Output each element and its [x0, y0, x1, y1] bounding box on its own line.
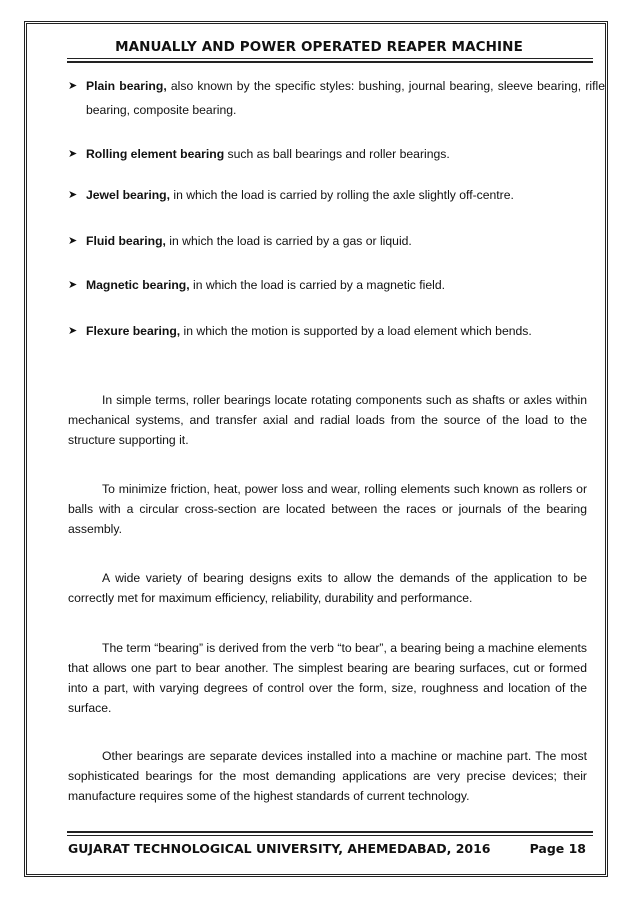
arrow-bullet-icon: ➤	[68, 189, 78, 201]
bullet-term: Jewel bearing,	[86, 188, 170, 202]
arrow-bullet-icon: ➤	[68, 235, 78, 247]
bullet-text: also known by the specific styles: bushing, journal bearing, sleeve bearing, rifle bearing, composite bearing.	[86, 79, 605, 117]
bullet-item-flexure-bearing	[68, 319, 605, 343]
bullet-text: in which the load is carried by a magnetic field.	[189, 278, 446, 292]
bullet-text: in which the motion is supported by a load element which bends.	[180, 324, 532, 338]
bullet-item-plain-bearing	[68, 74, 605, 122]
bullet-text: in which the load is carried by a gas or liquid.	[165, 234, 412, 248]
bullet-term: Flexure bearing,	[86, 324, 181, 338]
bullet-item-magnetic-bearing	[68, 273, 605, 297]
header-divider	[67, 58, 593, 63]
bullet-term: Plain bearing,	[86, 79, 167, 93]
bullet-text: in which the load is carried by rolling the axle slightly off-centre.	[170, 188, 514, 202]
paragraph-term-origin: The term “bearing” is derived from the verb “to bear”, a bearing being a machine elements that allows one part to bear another. The simplest bearing are bearing surfaces, cut or formed into a part, with varying degrees of control over the form, size, roughness and location of the surface.	[68, 641, 587, 716]
bullet-item-jewel-bearing	[68, 183, 605, 207]
bullet-text: such as ball bearings and roller bearings.	[224, 147, 450, 161]
bullet-item-fluid-bearing	[68, 229, 605, 253]
paragraph-friction: To minimize friction, heat, power loss and wear, rolling elements such known as rollers or balls with a circular cross-section are located between the races or journals of the bearing assembly.	[68, 482, 587, 537]
arrow-bullet-icon: ➤	[68, 148, 78, 160]
footer-university: GUJARAT TECHNOLOGICAL UNIVERSITY, AHEMEDABAD, 2016	[68, 841, 491, 856]
page-number: Page 18	[529, 841, 586, 856]
paragraph-design-variety: A wide variety of bearing designs exits to allow the demands of the application to be correctly met for maximum efficiency, reliability, durability and performance.	[68, 571, 587, 606]
bullet-term: Fluid bearing,	[86, 234, 166, 248]
paragraph-roller-bearings: In simple terms, roller bearings locate rotating components such as shafts or axles within mechanical systems, and transfer axial and radial loads from the source of the load to the structure supporting it.	[68, 393, 587, 448]
bullet-term: Rolling element bearing	[86, 147, 225, 161]
arrow-bullet-icon: ➤	[68, 279, 78, 291]
paragraph-separate-devices: Other bearings are separate devices installed into a machine or machine part. The most sophisticated bearings for the most demanding applications are very precise devices; their manufacture requires some of the highest standards of current technology.	[68, 749, 587, 804]
footer-divider	[67, 831, 593, 836]
page-header-title: MANUALLY AND POWER OPERATED REAPER MACHINE	[115, 39, 523, 55]
arrow-bullet-icon: ➤	[68, 325, 78, 337]
bullet-term: Magnetic bearing,	[86, 278, 190, 292]
arrow-bullet-icon: ➤	[68, 80, 78, 92]
bullet-item-rolling-element-bearing	[68, 142, 605, 166]
